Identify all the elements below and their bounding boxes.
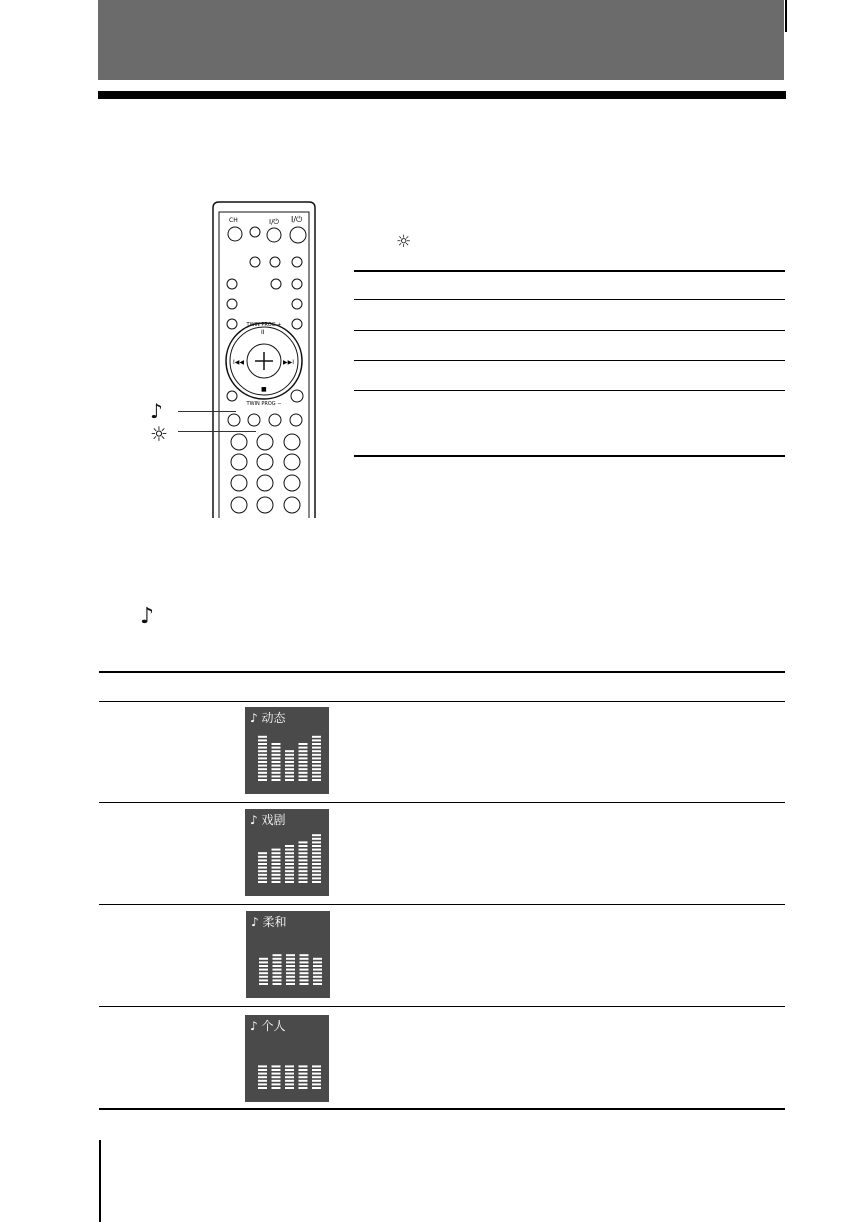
eq-mode-label: ♪ 戏剧 — [250, 813, 286, 827]
side-tab-marker — [785, 0, 787, 32]
eq-bar-3 — [286, 954, 295, 985]
eq-bar-1 — [258, 852, 267, 883]
eq-display — [246, 911, 330, 998]
eq-mode-label: ♪ 个人 — [250, 1019, 286, 1033]
eq-panel-soft — [246, 911, 330, 998]
eq-table-rule — [99, 904, 785, 905]
remote-power-label-2: I/⏻ — [291, 215, 303, 224]
info-table-rule — [354, 390, 785, 391]
picture-callout-line — [178, 431, 256, 432]
remote-twin-prog-minus: TWIN PROG − — [246, 401, 282, 407]
eq-mode-label: ♪ 柔和 — [251, 915, 287, 929]
svg-text:I◀◀: I◀◀ — [233, 359, 244, 366]
header-band — [98, 0, 784, 80]
eq-table-rule — [99, 1006, 785, 1007]
remote-control-illustration — [205, 200, 323, 518]
eq-table-bottom-rule — [99, 1108, 785, 1110]
eq-table-rule — [99, 802, 785, 803]
eq-panel-dynamic — [245, 707, 329, 794]
svg-text:▶▶I: ▶▶I — [283, 359, 294, 366]
info-table-top-rule — [354, 270, 785, 272]
eq-table-top-rule — [99, 671, 785, 673]
eq-display — [245, 707, 329, 794]
header-rule — [98, 91, 786, 99]
eq-panel-drama — [245, 809, 329, 896]
eq-table-header-rule — [99, 701, 785, 702]
svg-text:■: ■ — [261, 386, 267, 393]
sound-section-icon: ♪ — [140, 604, 155, 629]
sound-callout-line — [178, 411, 236, 412]
info-table-bottom-rule — [354, 455, 785, 457]
picture-mode-icon: ☼ — [396, 232, 412, 252]
eq-display — [245, 809, 329, 896]
eq-panel-personal — [245, 1015, 329, 1102]
page-edge-line — [99, 1140, 101, 1222]
eq-display — [245, 1015, 329, 1102]
remote-ch-label: CH — [229, 217, 238, 224]
eq-bar-3 — [285, 750, 294, 781]
eq-mode-label: ♪ 动态 — [250, 711, 286, 725]
picture-callout-symbol: ☼ — [150, 422, 168, 446]
sound-callout-symbol: ♪ — [150, 399, 163, 423]
info-table-rule — [354, 330, 785, 331]
info-table-rule — [354, 360, 785, 361]
eq-bar-4 — [300, 954, 309, 985]
remote-twin-prog-plus: TWIN PROG + — [246, 322, 282, 328]
remote-power-label-1: I/⏻ — [269, 218, 279, 226]
info-table-rule — [354, 299, 785, 300]
eq-bar-2 — [273, 954, 282, 985]
svg-text:II: II — [261, 329, 265, 336]
